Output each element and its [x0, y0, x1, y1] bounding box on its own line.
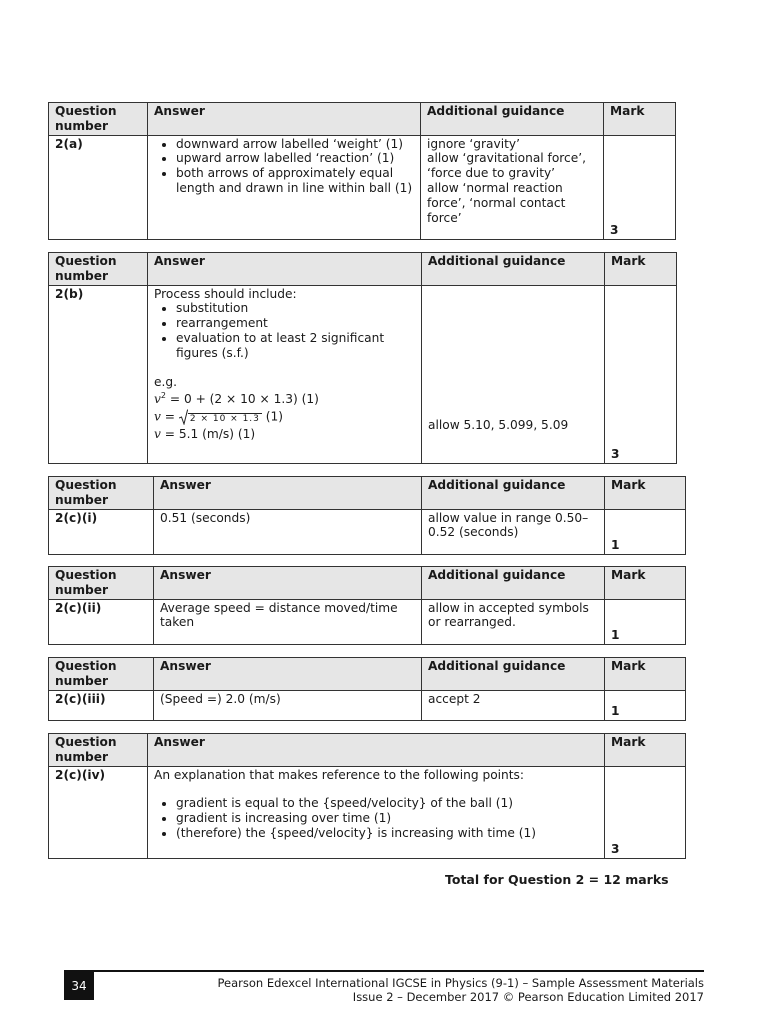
mark-cell — [605, 690, 686, 720]
guidance-cell: allow value in range 0.50–0.52 (seconds) — [422, 509, 605, 554]
question-number: 2(a) — [49, 135, 148, 239]
header-mark: Mark — [605, 253, 677, 286]
footer-line-1: Pearson Edexcel International IGCSE in Physics (9-1) – Sample Assessment Materials — [217, 976, 704, 990]
header-answer: Answer — [154, 658, 422, 691]
guidance-line: ignore ‘gravity’ — [427, 136, 520, 151]
footer-line-2: Issue 2 – December 2017 © Pearson Education Limited 2017 — [352, 989, 704, 1004]
equation-2: v = 2 × 10 × 1.3 (1) — [154, 409, 284, 424]
header-question-number: Question number — [49, 477, 154, 510]
guidance-cell: allow in accepted symbols or rearranged. — [422, 599, 605, 644]
header-mark: Mark — [605, 734, 686, 767]
header-answer: Answer — [154, 567, 422, 600]
example-label: e.g. — [154, 374, 177, 389]
question-number: 2(c)(ii) — [49, 599, 154, 644]
answer-item: • (therefore) the {speed/velocity} is increasing with time (1) — [176, 826, 598, 841]
guidance-line: allow 5.10, 5.099, 5.09 — [428, 417, 569, 432]
answer-intro: An explanation that makes reference to the following points: — [154, 767, 524, 782]
answer-cell — [148, 135, 421, 239]
markscheme-table-2ciii — [48, 657, 686, 721]
header-additional-guidance: Additional guidance — [422, 477, 605, 510]
answer-cell — [148, 285, 422, 463]
header-additional-guidance: Additional guidance — [422, 253, 605, 286]
header-answer: Answer — [148, 253, 422, 286]
guidance-line: allow ‘normal reaction force’, ‘normal contact force’ — [427, 180, 566, 225]
markscheme-table-2cii — [48, 566, 686, 645]
answer-item: • gradient is equal to the {speed/velocity} of the ball (1) — [176, 796, 598, 811]
header-mark: Mark — [604, 103, 676, 136]
markscheme-table-2a — [48, 102, 676, 240]
guidance-line: allow ‘gravitational force’, ‘force due to gravity’ — [427, 151, 586, 181]
page-number: 34 — [64, 972, 94, 1000]
header-question-number: Question number — [49, 567, 154, 600]
header-additional-guidance: Additional guidance — [421, 103, 604, 136]
answer-cell: Average speed = distance moved/time taken — [154, 599, 422, 644]
mark-value: 3 — [610, 222, 619, 237]
header-mark: Mark — [605, 477, 686, 510]
question-number: 2(c)(iii) — [49, 690, 154, 720]
mark-cell — [604, 135, 676, 239]
answer-item: • upward arrow labelled ‘reaction’ (1) — [176, 151, 414, 166]
header-question-number: Question number — [49, 253, 148, 286]
question-number: 2(c)(i) — [49, 509, 154, 554]
header-question-number: Question number — [49, 734, 148, 767]
header-answer: Answer — [148, 734, 605, 767]
markscheme-table-2civ — [48, 733, 686, 859]
mark-value: 1 — [611, 627, 620, 642]
header-mark: Mark — [605, 567, 686, 600]
markscheme-table-2b — [48, 252, 677, 464]
mark-cell — [605, 285, 677, 463]
mark-cell — [605, 599, 686, 644]
mark-value: 3 — [611, 841, 620, 856]
header-question-number: Question number — [49, 658, 154, 691]
answer-item: • substitution — [176, 301, 415, 316]
question-number: 2(b) — [49, 285, 148, 463]
equation-1: $v^2 = 0 + (2 \times 10 \times 1.3)$ (1) — [154, 391, 319, 407]
guidance-cell: accept 2 — [422, 690, 605, 720]
answer-cell — [148, 766, 605, 858]
guidance-cell — [422, 285, 605, 463]
header-additional-guidance: Additional guidance — [422, 567, 605, 600]
answer-cell: 0.51 (seconds) — [154, 509, 422, 554]
question-number: 2(c)(iv) — [49, 766, 148, 858]
mark-value: 3 — [611, 446, 620, 461]
answer-item: • downward arrow labelled ‘weight’ (1) — [176, 137, 414, 152]
equation-3: v = 5.1 (m/s) (1) — [154, 427, 256, 442]
answer-item: • rearrangement — [176, 316, 415, 331]
header-mark: Mark — [605, 658, 686, 691]
answer-item: • both arrows of approximately equal length and drawn in line within ball (1) — [176, 166, 414, 196]
mark-cell — [605, 766, 686, 858]
guidance-cell — [421, 135, 604, 239]
header-question-number: Question number — [49, 103, 148, 136]
markscheme-table-2ci — [48, 476, 686, 555]
header-additional-guidance: Additional guidance — [422, 658, 605, 691]
mark-cell — [605, 509, 686, 554]
answer-item: • evaluation to at least 2 significant figures (s.f.) — [176, 331, 415, 361]
header-answer: Answer — [154, 477, 422, 510]
answer-cell: (Speed =) 2.0 (m/s) — [154, 690, 422, 720]
answer-intro: Process should include: — [154, 286, 297, 301]
mark-value: 1 — [611, 537, 620, 552]
question-total: Total for Question 2 = 12 marks — [445, 872, 669, 887]
square-root-icon: 2 × 10 × 1.3 — [179, 409, 262, 425]
mark-value: 1 — [611, 703, 620, 718]
header-answer: Answer — [148, 103, 421, 136]
footer-text — [217, 977, 704, 1004]
answer-item: • gradient is increasing over time (1) — [176, 811, 598, 826]
footer-rule — [64, 970, 704, 972]
